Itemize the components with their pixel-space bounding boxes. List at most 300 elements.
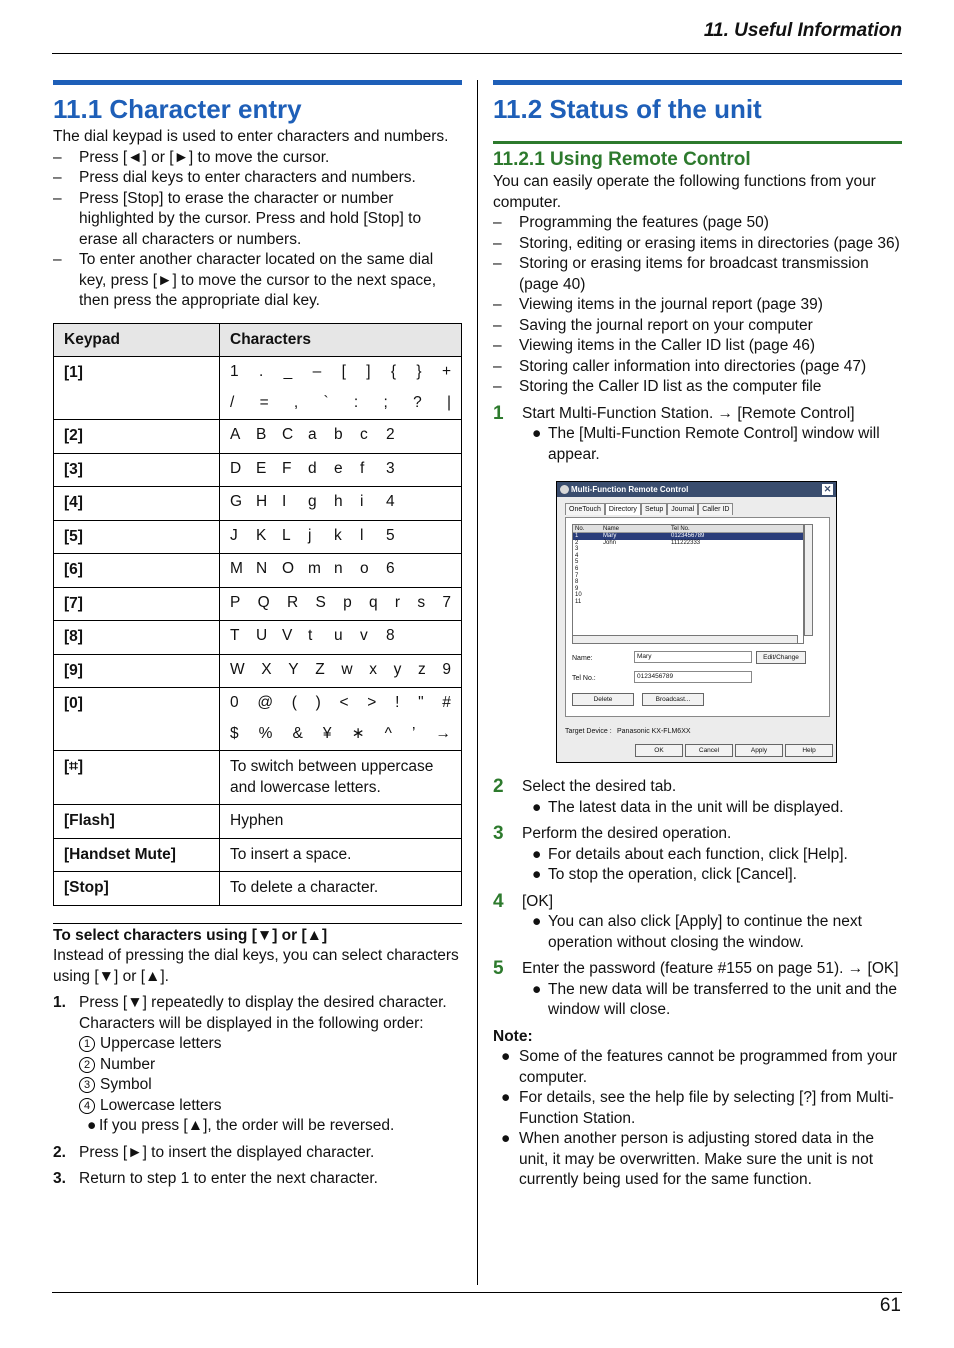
keypad-characters: To delete a character.	[220, 872, 462, 906]
character: P	[230, 593, 241, 611]
character-line	[230, 357, 451, 388]
grid-tel: 0123456789	[671, 533, 705, 539]
keypad-row	[54, 420, 462, 454]
keypad-characters	[220, 554, 462, 588]
keypad-key: [Flash]	[54, 805, 220, 839]
character: 2	[386, 426, 395, 444]
bullet-icon: ●	[87, 1117, 97, 1134]
character-line	[230, 688, 451, 719]
grid-column-header: Name	[603, 526, 620, 532]
character: I	[282, 493, 287, 511]
character: #	[442, 694, 451, 712]
function-text: Saving the journal report on your computer	[519, 316, 813, 334]
step-bullet-text: You can also click [Apply] to continue the next operation without closing the window.	[548, 913, 862, 951]
character: `	[323, 394, 329, 412]
keypad-key: [6]	[54, 554, 220, 588]
character: {	[390, 363, 397, 381]
horizontal-scrollbar[interactable]	[572, 635, 798, 644]
function-text: Storing, editing or erasing items in directories (page 36)	[519, 234, 900, 252]
section-bar	[493, 80, 902, 85]
window-tab[interactable]: Journal	[667, 503, 698, 515]
character: Z	[315, 660, 325, 678]
note-text: When another person is adjusting stored data in the unit, it may be overwritten. Make sure the unit is not currently being used for the same function.	[519, 1130, 875, 1188]
step-text: Select the desired tab.	[522, 778, 677, 795]
order-item	[79, 1055, 462, 1076]
order-item	[79, 1096, 462, 1117]
character: c	[360, 426, 368, 444]
order-item	[79, 1034, 462, 1055]
step-text: Press [▼] repeatedly to display the desired character. Characters will be displayed in the following order:	[79, 994, 447, 1032]
grid-tel	[671, 559, 803, 566]
remote-step	[493, 824, 902, 886]
step-text: [OK]	[522, 892, 554, 910]
function-text: Storing or erasing items for broadcast transmission (page 40)	[519, 255, 869, 293]
character: e	[334, 459, 343, 477]
dash-mark: –	[53, 189, 62, 207]
grid-name	[603, 546, 671, 553]
note-label: Note:	[493, 1027, 533, 1045]
grid-no: 2	[575, 539, 579, 546]
keypad-row	[54, 872, 462, 906]
character: $	[230, 725, 239, 743]
remote-step	[493, 892, 902, 954]
grid-header	[573, 525, 803, 533]
keypad-characters	[220, 587, 462, 621]
character: z	[417, 660, 426, 678]
step-number: 5	[493, 958, 504, 979]
keypad-row	[54, 688, 462, 751]
dash-mark: –	[493, 357, 502, 375]
function-item	[493, 316, 902, 337]
keypad-characters: To switch between uppercase and lowercase letters.	[220, 751, 462, 805]
grid-row[interactable]	[573, 573, 803, 580]
character: p	[343, 593, 352, 611]
character-line	[230, 388, 451, 419]
keypad-row	[54, 587, 462, 621]
character: /	[230, 394, 235, 412]
character: O	[282, 560, 295, 578]
grid-no: 8	[575, 579, 579, 586]
keypad-key: [4]	[54, 487, 220, 521]
character: J	[230, 526, 238, 544]
remote-intro: You can easily operate the following functions from your computer.	[493, 173, 876, 211]
help-button[interactable]: Help	[785, 744, 833, 757]
delete-button[interactable]: Delete	[572, 693, 634, 706]
character: ,	[293, 394, 299, 412]
character: B	[256, 426, 267, 444]
window-tab[interactable]: Caller ID	[698, 503, 733, 515]
character: ?	[413, 394, 422, 412]
grid-name	[603, 573, 671, 580]
keypad-characters	[220, 487, 462, 521]
order-note-text: If you press [▲], the order will be reversed.	[99, 1117, 395, 1134]
grid-row[interactable]	[573, 599, 803, 606]
character: ;	[383, 394, 388, 412]
window-tab[interactable]: OneTouch	[565, 503, 605, 515]
character: <	[339, 694, 349, 712]
footer-rule	[52, 1292, 902, 1293]
keypad-key: [9]	[54, 654, 220, 688]
character: ^	[384, 725, 392, 743]
character: E	[256, 459, 267, 477]
step-number: 3	[493, 823, 504, 844]
character: h	[334, 493, 343, 511]
vertical-scrollbar[interactable]	[804, 524, 813, 636]
step-bullet-text: For details about each function, click [Help].	[548, 845, 848, 863]
grid-tel	[671, 592, 803, 599]
order-list	[79, 1034, 462, 1116]
step-body	[522, 959, 902, 1021]
character: H	[256, 493, 268, 511]
order-text: Lowercase letters	[100, 1096, 222, 1114]
select-intro: Instead of pressing the dial keys, you can select characters using [▼] or [▲].	[53, 947, 459, 985]
character: m	[308, 560, 321, 578]
step-bullet	[522, 845, 902, 866]
notes-list	[493, 1047, 902, 1191]
order-text: Uppercase letters	[100, 1035, 222, 1052]
keypad-characters	[220, 357, 462, 420]
character-line	[230, 655, 451, 686]
character: W	[230, 660, 245, 678]
character: r	[394, 593, 401, 611]
bullet-text: Press [Stop] to erase the character or number highlighted by the cursor. Press and hold [Stop] to erase all characters or numbers.	[79, 189, 422, 248]
circled-number: 2	[79, 1057, 95, 1073]
character: G	[230, 493, 243, 511]
keypad-characters	[220, 520, 462, 554]
character: b	[334, 426, 343, 444]
order-note	[79, 1116, 462, 1137]
ok-button[interactable]: OK	[635, 744, 683, 757]
keypad-key: [7]	[54, 587, 220, 621]
header-rule	[52, 53, 902, 54]
remote-step	[493, 777, 902, 818]
character: ]	[366, 363, 371, 381]
character: S	[315, 593, 326, 611]
step-bullet-text: To stop the operation, click [Cancel].	[548, 866, 797, 883]
function-item	[493, 213, 902, 234]
grid-row[interactable]	[573, 579, 803, 586]
grid-no: 5	[575, 559, 579, 566]
keypad-row	[54, 357, 462, 420]
keypad-characters	[220, 688, 462, 751]
keypad-key: [1]	[54, 357, 220, 420]
character-line	[230, 521, 451, 552]
remote-control-window	[556, 481, 837, 763]
character: j	[308, 526, 312, 544]
keypad-characters: Hyphen	[220, 805, 462, 839]
left-column	[53, 80, 462, 1190]
character: t	[308, 627, 313, 645]
function-item	[493, 254, 902, 295]
function-text: Viewing items in the Caller ID list (page 46)	[519, 337, 816, 354]
character: R	[286, 593, 299, 611]
character-entry-bullet	[53, 189, 462, 251]
character: N	[256, 560, 268, 578]
character: D	[230, 459, 242, 477]
page-number: 61	[879, 1295, 901, 1316]
close-icon[interactable]: ✕	[823, 484, 832, 494]
directory-grid	[572, 524, 804, 644]
character: }	[416, 363, 422, 381]
tel-label: Tel No.:	[572, 675, 596, 682]
character: →	[435, 725, 451, 743]
dash-mark: –	[493, 296, 502, 313]
character: 8	[386, 627, 395, 645]
dash-mark: –	[493, 316, 502, 334]
dash-mark: –	[53, 169, 62, 186]
characters-header: Characters	[220, 323, 462, 357]
function-text: Storing the Caller ID list as the computer file	[519, 378, 822, 395]
step-bullet	[522, 980, 902, 1021]
remote-step	[493, 959, 902, 1021]
grid-tel	[671, 546, 803, 553]
app-icon	[560, 485, 569, 494]
grid-no: 3	[575, 546, 579, 553]
grid-no: 7	[575, 572, 579, 579]
character-line	[230, 588, 451, 619]
step-bullet	[522, 424, 902, 465]
dash-mark: –	[53, 251, 62, 268]
character: "	[418, 694, 424, 712]
character-entry-bullet	[53, 168, 462, 189]
character: g	[308, 493, 317, 511]
keypad-header: Keypad	[54, 323, 220, 357]
note-text: Some of the features cannot be programmed from your computer.	[519, 1048, 898, 1086]
character: 1	[230, 363, 239, 381]
function-item	[493, 295, 902, 316]
character: –	[312, 363, 322, 381]
character-line	[230, 719, 451, 750]
section-title-character-entry: 11.1 Character entry	[53, 94, 302, 124]
grid-tel	[671, 586, 803, 593]
grid-tel	[671, 553, 803, 560]
cancel-button[interactable]: Cancel	[685, 744, 733, 757]
character: [	[341, 363, 346, 381]
note-item	[493, 1088, 902, 1129]
bullet-icon: ●	[532, 913, 542, 930]
column-separator	[477, 80, 478, 1285]
step-bullet	[522, 912, 902, 953]
grid-name	[603, 559, 671, 566]
grid-no: 6	[575, 565, 579, 572]
grid-row[interactable]	[573, 533, 803, 540]
apply-button[interactable]: Apply	[735, 744, 783, 757]
keypad-characters	[220, 621, 462, 655]
section-bar	[53, 80, 462, 85]
character: %	[258, 725, 273, 743]
dash-mark: –	[493, 378, 502, 395]
character: Q	[257, 593, 270, 611]
note-item	[493, 1047, 902, 1088]
character: C	[282, 426, 294, 444]
character: o	[360, 560, 369, 578]
character: +	[441, 363, 451, 381]
character-entry-bullet	[53, 148, 462, 169]
grid-column-header: No.	[575, 526, 585, 532]
select-heading: To select characters using [▼] or [▲]	[53, 926, 328, 944]
name-label: Name:	[572, 655, 593, 662]
order-item	[79, 1075, 462, 1096]
chapter-title: 11. Useful Information	[703, 20, 902, 41]
tel-input[interactable]: 0123456789	[634, 671, 752, 683]
step-number: 4	[493, 890, 504, 912]
target-device-label: Target Device :	[565, 728, 612, 735]
grid-row[interactable]	[573, 586, 803, 593]
character: |	[446, 394, 451, 412]
bullet-icon: ●	[501, 1130, 511, 1147]
character: q	[368, 593, 378, 611]
keypad-key: [⌗]	[54, 751, 220, 805]
character: )	[315, 694, 321, 712]
grid-name	[603, 599, 671, 606]
character: @	[257, 694, 274, 712]
character: _	[283, 363, 293, 381]
grid-name	[603, 553, 671, 560]
character-line	[230, 621, 451, 652]
note-text: For details, see the help file by selecting [?] from Multi-Function Station.	[519, 1089, 894, 1127]
character: A	[230, 426, 241, 444]
step-bullet	[522, 865, 902, 886]
grid-row[interactable]	[573, 566, 803, 573]
grid-name	[603, 579, 671, 586]
keypad-row	[54, 751, 462, 805]
grid-no: 4	[575, 552, 579, 559]
character: ¥	[322, 725, 332, 743]
character: T	[230, 627, 240, 645]
keypad-row	[54, 453, 462, 487]
remote-step-1	[493, 404, 902, 466]
keypad-key: [Stop]	[54, 872, 220, 906]
dash-mark: –	[493, 337, 502, 354]
subsection-title-remote-control: 11.2.1 Using Remote Control	[493, 149, 751, 170]
character: u	[334, 627, 343, 645]
bullet-icon: ●	[532, 845, 542, 863]
character: :	[353, 394, 359, 412]
keypad-characters: To insert a space.	[220, 838, 462, 872]
grid-no: 1	[575, 533, 579, 539]
grid-row[interactable]	[573, 553, 803, 560]
grid-row[interactable]	[573, 592, 803, 599]
character: n	[334, 560, 343, 578]
circled-number: 4	[79, 1098, 95, 1114]
grid-tel	[671, 566, 803, 573]
character: x	[369, 660, 377, 678]
note-item	[493, 1129, 902, 1191]
character: 7	[442, 593, 451, 611]
character: (	[291, 694, 297, 712]
function-item	[493, 357, 902, 378]
function-list	[493, 213, 902, 398]
tab-panel	[565, 517, 830, 717]
grid-row[interactable]	[573, 540, 803, 547]
dash-mark: –	[493, 214, 502, 231]
select-step-3	[53, 1169, 462, 1190]
character: .	[258, 363, 264, 381]
character: 5	[386, 526, 395, 544]
keypad-key: [5]	[54, 520, 220, 554]
broadcast-button[interactable]: Broadcast...	[642, 693, 704, 706]
step-body	[522, 892, 902, 954]
character: F	[282, 459, 292, 477]
step-text: Return to step 1 to enter the next character.	[79, 1170, 378, 1187]
character-line	[230, 454, 451, 485]
keypad-row	[54, 654, 462, 688]
keypad-row	[54, 838, 462, 872]
character: w	[341, 660, 353, 678]
character-line	[230, 420, 451, 451]
bullet-icon: ●	[501, 1089, 511, 1106]
bullet-text: Press [◄] or [►] to move the cursor.	[79, 148, 330, 166]
bullet-icon: ●	[532, 798, 542, 816]
edit-change-button[interactable]: Edit/Change	[756, 651, 806, 664]
character: l	[360, 526, 364, 544]
circled-number: 3	[79, 1077, 95, 1093]
grid-name: Mary	[603, 533, 617, 539]
character: i	[360, 493, 364, 511]
step-text: Press [►] to insert the displayed character.	[79, 1143, 375, 1161]
grid-no: 11	[575, 598, 582, 605]
character-entry-bullets	[53, 148, 462, 312]
grid-tel	[671, 599, 803, 606]
keypad-characters	[220, 420, 462, 454]
step-text: Perform the desired operation.	[522, 825, 732, 842]
window-tab[interactable]: Setup	[641, 503, 667, 515]
character: L	[282, 526, 291, 544]
character: V	[282, 627, 293, 645]
grid-tel	[671, 573, 803, 580]
bullet-text: To enter another character located on the same dial key, press [►] to move the cursor to the next space, then press the appropriate dial key.	[79, 251, 437, 309]
character: s	[417, 593, 426, 611]
step-number: 2	[493, 776, 504, 797]
keypad-row	[54, 554, 462, 588]
keypad-characters	[220, 453, 462, 487]
name-input[interactable]: Mary	[634, 651, 752, 663]
character: v	[360, 627, 368, 645]
step-number: 1.	[53, 994, 66, 1011]
character: 3	[386, 459, 395, 477]
function-item	[493, 336, 902, 357]
window-tab[interactable]: Directory	[605, 503, 641, 515]
character: f	[360, 459, 365, 477]
grid-name	[603, 566, 671, 573]
dash-mark: –	[493, 234, 502, 252]
order-text: Symbol	[100, 1076, 152, 1093]
character-entry-bullet	[53, 250, 462, 312]
keypad-row	[54, 520, 462, 554]
character: !	[395, 694, 400, 712]
keypad-row	[54, 487, 462, 521]
grid-row[interactable]	[573, 546, 803, 553]
grid-no: 9	[575, 585, 579, 592]
character: y	[393, 660, 402, 678]
character: ’	[411, 725, 416, 743]
function-item	[493, 234, 902, 255]
step-body	[522, 824, 902, 886]
character: M	[230, 560, 243, 578]
keypad-key: [Handset Mute]	[54, 838, 220, 872]
function-item	[493, 377, 902, 398]
step-number: 3.	[53, 1170, 66, 1187]
grid-no: 10	[575, 592, 582, 599]
character: Y	[288, 660, 299, 678]
function-text: Viewing items in the journal report (page 39)	[519, 296, 823, 313]
grid-row[interactable]	[573, 559, 803, 566]
character: 6	[386, 560, 395, 578]
step-bullet-text: The new data will be transferred to the unit and the window will close.	[548, 980, 897, 1018]
character: a	[308, 426, 317, 444]
character: 0	[230, 694, 239, 712]
character-line	[230, 554, 451, 585]
